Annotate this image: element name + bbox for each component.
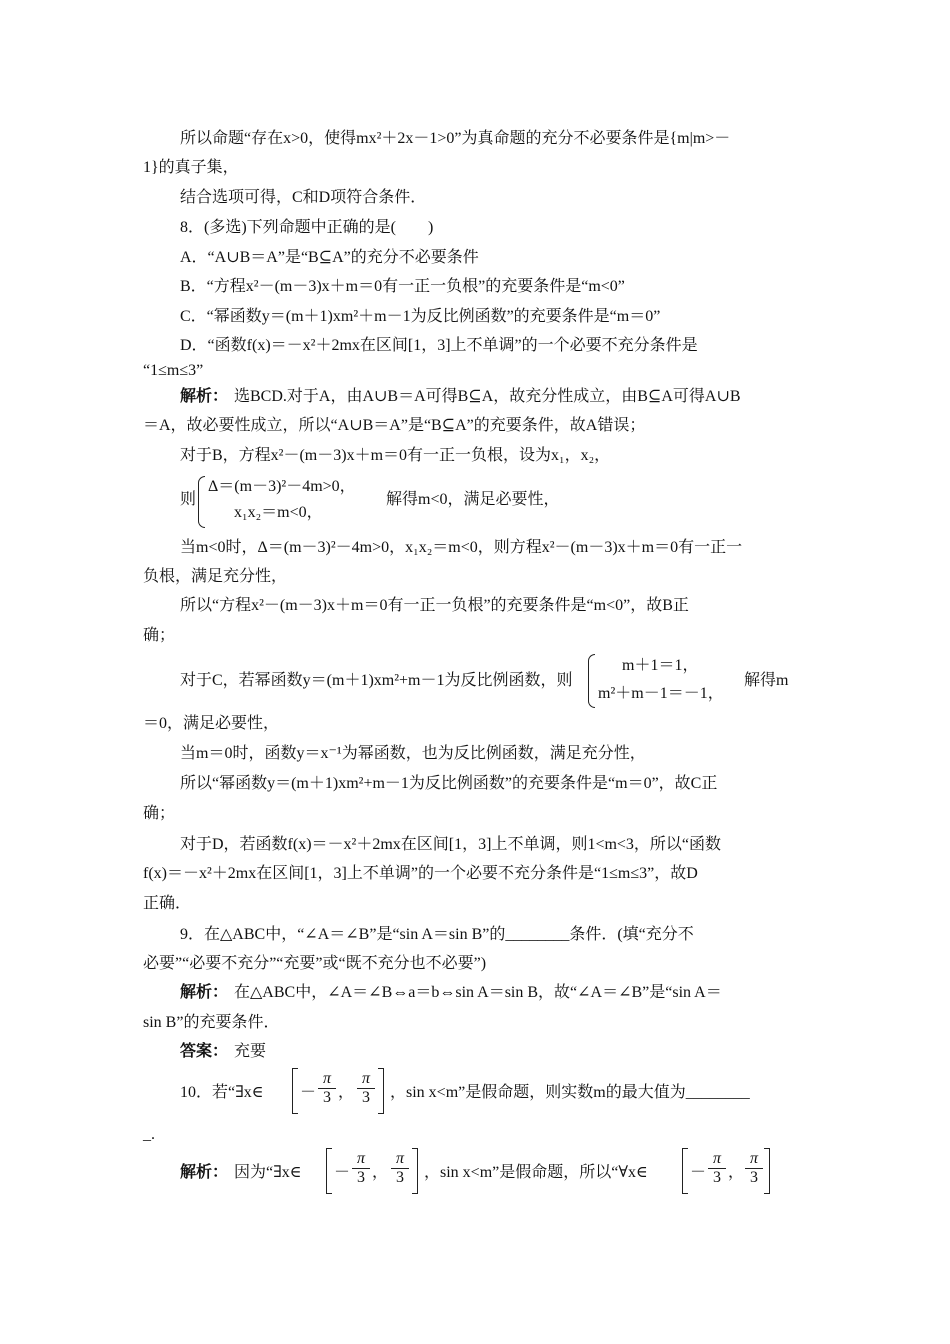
interval-comma: ， [728,1164,745,1181]
fraction-numerator: π [357,1070,375,1089]
question-10-title: 10．若“∃x∈ [180,1084,264,1101]
text-line: 正确． [143,895,192,912]
interval-right-bracket [412,1148,418,1194]
fraction-denominator: 3 [323,1089,331,1106]
text-line: f(x)＝－x²＋2mx在区间[1，3]上不单调”的一个必要不充分条件是“1≤m≤3”，故D [143,865,698,882]
interval-comma: ， [372,1164,389,1181]
system-brace [198,476,205,528]
interval-left-bracket [292,1068,298,1114]
system-eq-2: x₁x₂＝m<0， [234,504,323,521]
question-9-cont: 必要”“必要不充分”“充要”或“既不充分也不必要”) [143,955,487,972]
fraction-pi-over-3 [708,1150,726,1187]
text-line: ，sin x<m”是假命题，所以“∀x∈ [424,1164,648,1181]
fraction-numerator: π [708,1150,726,1169]
answer-label: 答案： [180,1043,229,1060]
question-8-title: 8．(多选)下列命题中正确的是( ) [180,219,434,236]
text-line: 确； [143,805,176,822]
fraction-pi-over-3 [745,1150,763,1187]
fraction-denominator: 3 [396,1169,404,1186]
interval-left-bracket [326,1148,332,1194]
minus-sign: － [690,1164,707,1181]
option-c: C．“幂函数y＝(m＋1)xm²＋m－1为反比例函数”的充要条件是“m＝0” [180,308,661,325]
text-line: 当m<0时，Δ＝(m－3)²－4m>0，x₁x₂＝m<0，则方程x²－(m－3)x＋m＝0有一正一 [180,539,743,556]
text-line: 结合选项可得，C和D项符合条件． [180,189,427,206]
text-line: 所以“幂函数y＝(m＋1)xm²+m－1为反比例函数”的充要条件是“m＝0”，故C正 [180,775,718,792]
minus-sign: － [334,1164,351,1181]
fraction-denominator: 3 [713,1169,721,1186]
system-eq-1: Δ＝(m－3)²－4m>0， [208,478,356,495]
text-line: _. [143,1126,155,1143]
solution-label: 解析： [180,1164,229,1181]
text-line: 所以命题“存在x>0，使得mx²＋2x－1>0”为真命题的充分不必要条件是{m|m>－ [180,130,731,147]
text-line: ＝0，满足必要性， [143,715,280,732]
system-eq-2: m²＋m－1＝－1， [598,685,724,702]
interval-comma: ， [338,1084,355,1101]
fraction-numerator: π [318,1070,336,1089]
fraction-pi-over-3 [357,1070,375,1107]
option-d-cont: “1≤m≤3” [143,362,204,379]
fraction-numerator: π [391,1150,409,1169]
text-line: 因为“∃x∈ [234,1164,302,1181]
text-line: 则 [180,491,197,508]
text-line: 当m＝0时，函数y＝x⁻¹为幂函数，也为反比例函数，满足充分性， [180,745,646,762]
option-a: A．“A∪B＝A”是“B⊆A”的充分不必要条件 [180,249,479,266]
answer-value: 充要 [234,1043,267,1060]
fraction-pi-over-3 [391,1150,409,1187]
fraction-numerator: π [745,1150,763,1169]
option-b: B．“方程x²－(m－3)x＋m＝0有一正一负根”的充要条件是“m<0” [180,278,625,295]
text-line: 解得m [744,672,789,689]
interval-right-bracket [764,1148,770,1194]
fraction-denominator: 3 [750,1169,758,1186]
text-line: sin B”的充要条件． [143,1014,280,1031]
text-line: 对于B，方程x²－(m－3)x＋m＝0有一正一负根，设为x₁，x₂， [180,447,611,464]
interval-right-bracket [378,1068,384,1114]
text-line: ＝A，故必要性成立，所以“A∪B＝A”是“B⊆A”的充要条件，故A错误； [143,417,646,434]
interval-left-bracket [682,1148,688,1194]
text-line: 选BCD.对于A，由A∪B＝A可得B⊆A，故充分性成立，由B⊆A可得A∪B [234,388,741,405]
text-line: 确； [143,627,176,644]
text-line: 1}的真子集， [143,159,239,176]
system-eq-1: m＋1＝1， [622,657,699,674]
fraction-pi-over-3 [318,1070,336,1107]
text-line: 对于D，若函数f(x)＝－x²＋2mx在区间[1，3]上不单调，则1<m<3，所以“函数 [180,836,722,853]
text-line: 解得m<0，满足必要性， [386,491,560,508]
solution-label: 解析： [180,388,229,405]
fraction-pi-over-3 [352,1150,370,1187]
text-line: 负根，满足充分性， [143,568,288,585]
minus-sign: － [300,1084,317,1101]
text-line: 对于C，若幂函数y＝(m＋1)xm²+m－1为反比例函数，则 [180,672,573,689]
fraction-numerator: π [352,1150,370,1169]
text-line: 在△ABC中，∠A＝∠B⇔a＝b⇔sin A＝sin B，故“∠A＝∠B”是“sin A＝ [234,984,722,1001]
system-brace [588,654,595,708]
fraction-denominator: 3 [357,1169,365,1186]
text-line: ，sin x<m”是假命题，则实数m的最大值为________ [390,1084,750,1101]
text-line: 所以“方程x²－(m－3)x＋m＝0有一正一负根”的充要条件是“m<0”，故B正 [180,597,689,614]
solution-label: 解析： [180,984,229,1001]
question-9-title: 9．在△ABC中，“∠A＝∠B”是“sin A＝sin B”的________条件．(填“充分不 [180,926,694,943]
option-d: D．“函数f(x)＝－x²＋2mx在区间[1，3]上不单调”的一个必要不充分条件是 [180,337,698,354]
fraction-denominator: 3 [362,1089,370,1106]
